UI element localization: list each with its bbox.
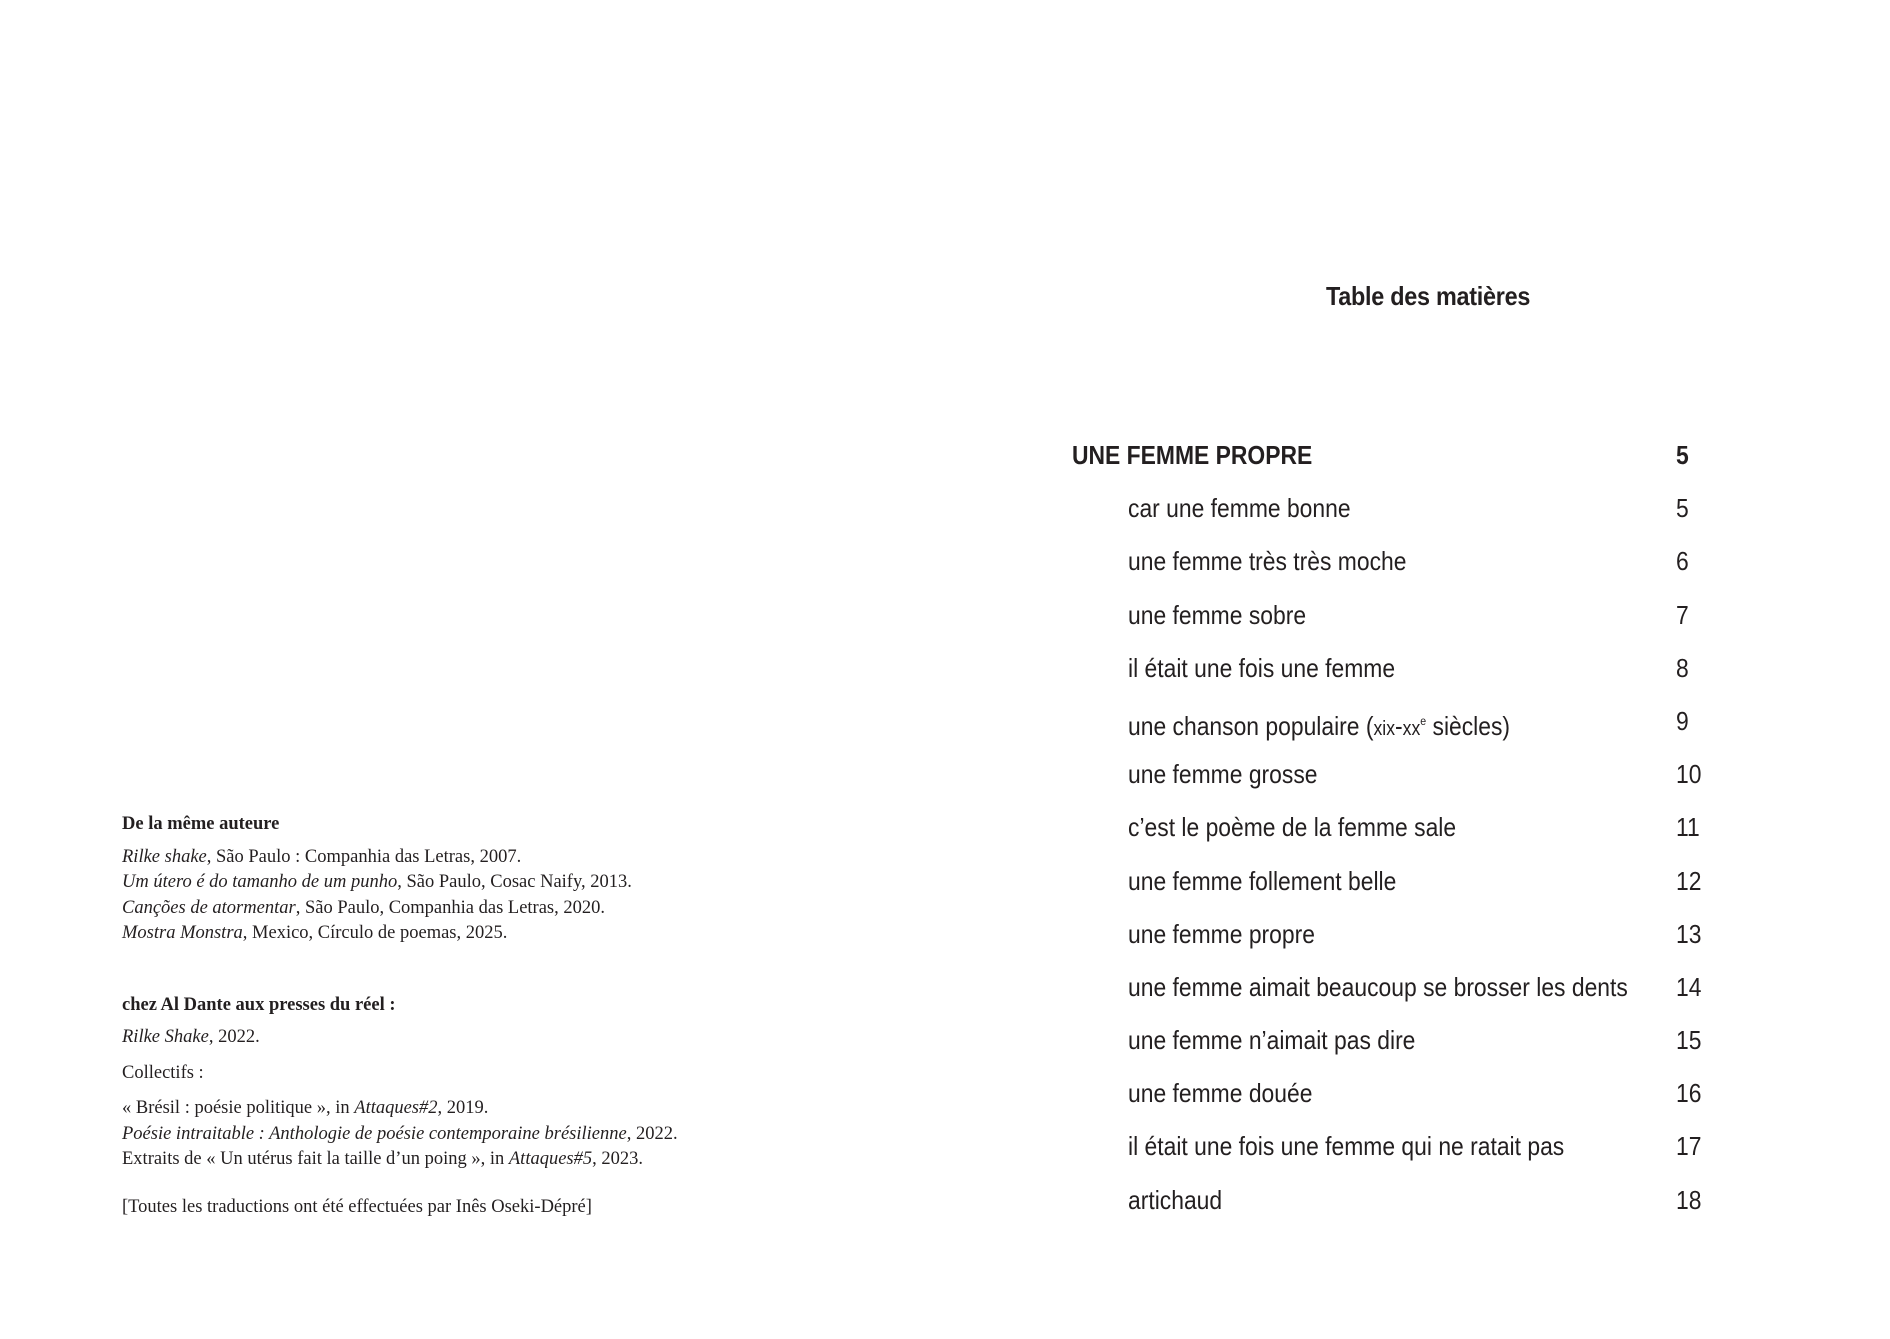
table-of-contents bbox=[1072, 440, 1712, 1238]
toc-entry[interactable] bbox=[1072, 866, 1712, 919]
toc-page-number: 18 bbox=[1676, 1184, 1702, 1215]
toc-entry-label: il était une fois une femme bbox=[1128, 652, 1396, 683]
book-details: , São Paulo, Companhia das Letras, 2020. bbox=[295, 897, 606, 918]
toc-page-number: 6 bbox=[1676, 546, 1689, 577]
collectifs-label: Collectifs : bbox=[122, 1062, 204, 1083]
toc-entry[interactable] bbox=[1072, 1131, 1712, 1184]
toc-entry-label: une femme douée bbox=[1128, 1078, 1313, 1109]
publisher-title: chez Al Dante aux presses du réel : bbox=[122, 994, 396, 1015]
collectif-item bbox=[122, 1096, 762, 1122]
toc-entry-label: une femme follement belle bbox=[1128, 865, 1397, 896]
translation-note: [Toutes les traductions ont été effectuées par Inês Oseki-Dépré] bbox=[122, 1196, 592, 1217]
toc-entry[interactable] bbox=[1072, 812, 1712, 865]
toc-section[interactable] bbox=[1072, 440, 1712, 493]
toc-title: Table des matières bbox=[1326, 281, 1531, 311]
toc-entry[interactable] bbox=[1072, 706, 1712, 759]
book-title: Rilke shake bbox=[122, 846, 207, 867]
book-details: , 2022. bbox=[208, 1027, 260, 1047]
collectif-item bbox=[122, 1147, 762, 1173]
toc-entry-label bbox=[1128, 706, 1510, 744]
collectif-text: Extraits de « Un utérus fait la taille d’un poing », in bbox=[122, 1149, 509, 1169]
century-numeral: xx bbox=[1402, 717, 1421, 740]
toc-page-number: 13 bbox=[1676, 918, 1702, 949]
toc-entry-label: une femme très très moche bbox=[1128, 546, 1407, 577]
collectif-text: , 2019. bbox=[437, 1098, 489, 1118]
toc-entry-label: artichaud bbox=[1128, 1184, 1223, 1215]
book-details: , São Paulo : Companhia das Letras, 2007. bbox=[206, 846, 522, 867]
toc-page-number: 11 bbox=[1676, 812, 1700, 843]
bibliography-item bbox=[122, 896, 762, 922]
toc-entry[interactable] bbox=[1072, 493, 1712, 546]
toc-entry[interactable] bbox=[1072, 600, 1712, 653]
book-title: Mostra Monstra bbox=[122, 923, 243, 943]
book-title: Um útero é do tamanho de um punho bbox=[122, 872, 398, 892]
bibliography-item bbox=[122, 921, 762, 947]
collectif-title: Poésie intraitable : Anthologie de poésie contemporaine brésilienne bbox=[122, 1123, 627, 1144]
toc-page-number: 16 bbox=[1676, 1078, 1702, 1109]
collectif-text: , 2023. bbox=[592, 1149, 643, 1169]
toc-page-number: 5 bbox=[1676, 493, 1689, 524]
book-title: Canções de atormentar bbox=[122, 897, 296, 918]
toc-page-number: 10 bbox=[1676, 759, 1702, 790]
book-title: Rilke Shake bbox=[122, 1027, 209, 1047]
toc-section-label: UNE FEMME PROPRE bbox=[1072, 440, 1313, 470]
toc-entry-label: une femme aimait beaucoup se brosser les dents bbox=[1128, 971, 1628, 1002]
toc-page-number: 17 bbox=[1676, 1131, 1702, 1162]
toc-entry-label: c’est le poème de la femme sale bbox=[1128, 812, 1457, 843]
toc-entry-label-text: - bbox=[1395, 710, 1403, 741]
toc-entry[interactable] bbox=[1072, 919, 1712, 972]
toc-entry[interactable] bbox=[1072, 1185, 1712, 1238]
toc-entry-label: une femme n’aimait pas dire bbox=[1128, 1025, 1416, 1056]
toc-entry[interactable] bbox=[1072, 1078, 1712, 1131]
toc-entry[interactable] bbox=[1072, 972, 1712, 1025]
collectif-text: , 2022. bbox=[626, 1123, 678, 1144]
toc-page-number: 12 bbox=[1676, 865, 1702, 896]
publisher-book bbox=[122, 1025, 762, 1051]
toc-page-number: 8 bbox=[1676, 652, 1689, 683]
toc-page-number: 15 bbox=[1676, 1025, 1702, 1056]
bibliography-item bbox=[122, 870, 762, 896]
toc-entry[interactable] bbox=[1072, 1025, 1712, 1078]
collectif-title: Attaques#5 bbox=[508, 1149, 593, 1169]
toc-entry-label: une femme propre bbox=[1128, 918, 1315, 949]
book-details: , São Paulo, Cosac Naify, 2013. bbox=[397, 872, 632, 892]
toc-entry[interactable] bbox=[1072, 653, 1712, 706]
toc-entry-label-text: siècles) bbox=[1426, 710, 1511, 741]
century-numeral: xix bbox=[1373, 717, 1396, 740]
toc-page-number: 14 bbox=[1676, 971, 1702, 1002]
toc-entry[interactable] bbox=[1072, 759, 1712, 812]
collectif-title: Attaques#2 bbox=[354, 1098, 438, 1118]
collectif-text: « Brésil : poésie politique », in bbox=[122, 1098, 355, 1118]
bibliography-block bbox=[122, 812, 762, 1220]
book-details: , Mexico, Círculo de poemas, 2025. bbox=[242, 923, 508, 943]
toc-entry-label: une femme grosse bbox=[1128, 759, 1318, 790]
superscript: e bbox=[1420, 713, 1427, 728]
toc-entry[interactable] bbox=[1072, 546, 1712, 599]
bibliography-title: De la même auteure bbox=[122, 814, 280, 834]
toc-page-number: 5 bbox=[1676, 440, 1689, 470]
collectif-item bbox=[122, 1122, 762, 1148]
toc-page-number: 7 bbox=[1676, 599, 1689, 630]
toc-entry-label: car une femme bonne bbox=[1128, 493, 1351, 524]
toc-entry-label: il était une fois une femme qui ne ratait pas bbox=[1128, 1131, 1565, 1162]
toc-entry-label-text: une chanson populaire ( bbox=[1128, 710, 1374, 741]
toc-page-number: 9 bbox=[1676, 705, 1689, 736]
toc-entry-label: une femme sobre bbox=[1128, 599, 1307, 630]
bibliography-item bbox=[122, 845, 762, 871]
